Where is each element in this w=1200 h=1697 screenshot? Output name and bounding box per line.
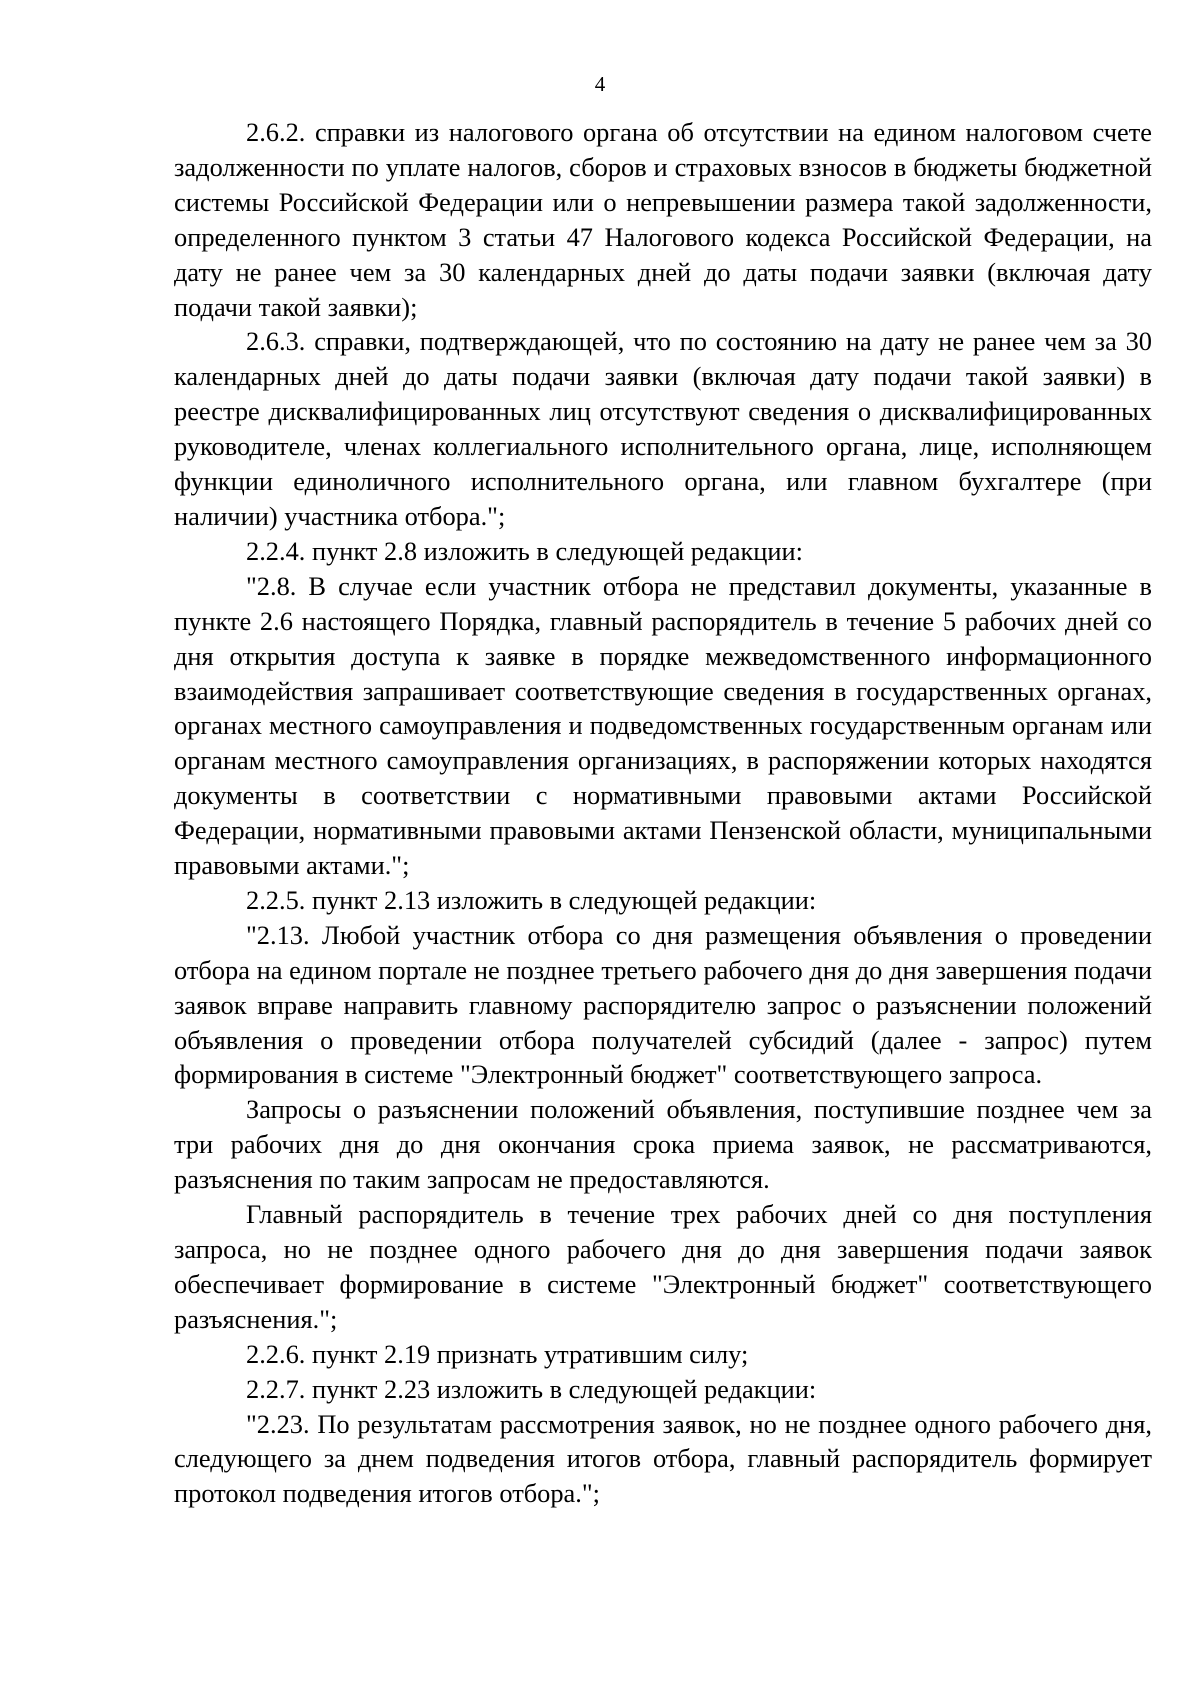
document-body — [174, 115, 1152, 1511]
paragraph-2-13-text: "2.13. Любой участник отбора со дня размещения объявления о проведении отбора на едином портале не позднее третьего рабочего дня до дня завершения подачи заявок вправе направить главному распорядителю запрос о разъяснении положений объявления о проведении отбора получателей субсидий (далее - запрос) путем формирования в системе "Электронный бюджет" соответствующего запроса. — [174, 919, 1152, 1090]
paragraph-2-8-text: "2.8. В случае если участник отбора не представил документы, указанные в пункте 2.6 настоящего Порядка, главный распорядитель в течение 5 рабочих дней со дня открытия доступа к заявке в порядке межведомственного информационного взаимодействия запрашивает соответствующие сведения в государственных органах, органах местного самоуправления и подведомственных государственным органам или органам местного самоуправления организациях, в распоряжении которых находятся документы в соответствии с нормативными правовыми актами Российской Федерации, нормативными правовыми актами Пензенской области, муниципальными правовыми актами."; — [174, 570, 1152, 881]
paragraph-requests-deadline: Запросы о разъяснении положений объявления, поступившие позднее чем за три рабочих дня до дня окончания срока приема заявок, не рассматриваются, разъяснения по таким запросам не предоставляются. — [174, 1094, 1152, 1195]
paragraph-2-2-6: 2.2.6. пункт 2.19 признать утратившим силу; — [246, 1338, 749, 1369]
paragraph-clarification: Главный распорядитель в течение трех рабочих дней со дня поступления запроса, но не позднее одного рабочего дня до дня завершения подачи заявок обеспечивает формирование в системе "Электронный бюджет" соответствующего разъяснения."; — [174, 1199, 1152, 1334]
paragraph-2-6-2: 2.6.2. справки из налогового органа об отсутствии на едином налоговом счете задолженности по уплате налогов, сборов и страховых взносов в бюджеты бюджетной системы Российской Федерации или о непревышении размера такой задолженности, определенного пунктом 3 статьи 47 Налогового кодекса Российской Федерации, на дату не ранее чем за 30 календарных дней до даты подачи заявки (включая дату подачи такой заявки); — [174, 117, 1152, 322]
page-number: 4 — [594, 72, 606, 96]
paragraph-2-2-5: 2.2.5. пункт 2.13 изложить в следующей редакции: — [246, 884, 817, 915]
paragraph-2-23-text: "2.23. По результатам рассмотрения заявок, но не позднее одного рабочего дня, следующего за днем подведения итогов отбора, главный распорядитель формирует протокол подведения итогов отбора."; — [174, 1408, 1152, 1509]
paragraph-2-2-4: 2.2.4. пункт 2.8 изложить в следующей редакции: — [246, 535, 804, 566]
paragraph-2-6-3: 2.6.3. справки, подтверждающей, что по состоянию на дату не ранее чем за 30 календарных дней до даты подачи заявки (включая дату подачи такой заявки) в реестре дисквалифицированных лиц отсутствуют сведения о дисквалифицированных руководителе, членах коллегиального исполнительного органа, лице, исполняющем функции единоличного исполнительного органа, или главном бухгалтере (при наличии) участника отбора."; — [174, 326, 1152, 531]
paragraph-2-2-7: 2.2.7. пункт 2.23 изложить в следующей редакции: — [246, 1373, 817, 1404]
